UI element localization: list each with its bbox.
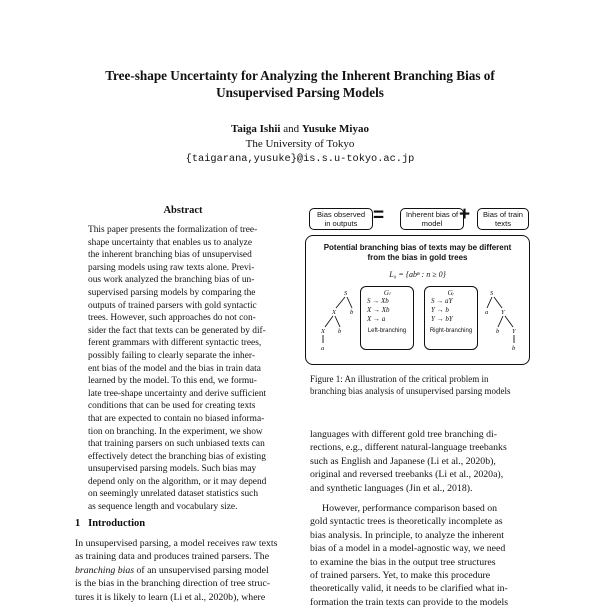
tree-edge [487,297,492,308]
left-branching-tree [314,288,358,352]
body-line: and synthetic languages (Jin et al., 2018). [310,482,473,494]
abstract-line: ent bias of the model and the bias in train data [88,363,261,374]
body-line: original and reversed treebanks (Li et al., 2020a), [310,469,504,481]
tree-node-y: Y [501,309,505,316]
figure-caption [310,373,535,397]
tree-leaf-a: a [485,309,489,316]
abstract-line: This paper presents the formalization of tree- [88,225,258,235]
intro-body [75,537,291,604]
body-line: such as English and Japanese (Li et al., 2020b), [310,455,496,467]
tree-edge [498,316,503,327]
tree-leaf-b: b [512,345,516,352]
paper-title-line2: Unsupervised Parsing Models [216,85,384,100]
right-column-body [310,428,535,609]
abstract-line: effectively detect the branching bias of existing [88,451,266,462]
right-branching-tree [482,288,526,352]
figure-1 [305,205,530,365]
body-line [310,495,535,502]
section-heading [75,518,145,529]
right-rule: Y → b [431,306,449,314]
section-number: 1 [75,518,81,529]
tree-edge [336,297,345,308]
tree-leaf-a: a [321,345,325,352]
author-2: Yusuke Miyao [301,123,369,135]
abstract-line: possibly failing to clearly separate the inher- [88,350,255,361]
left-branching-label: Left-branching [367,328,407,334]
tree-edge [494,297,502,308]
abstract-line: depend only on the algorithm, or it may depend [88,476,267,487]
tree-leaf-b: b [338,328,342,335]
abstract-heading: Abstract [163,205,203,216]
body-line: rections, e.g., different natural-language treebanks [310,442,507,454]
abstract-line: trees. However, such approaches do not con- [88,313,256,324]
author-and: and [283,123,300,135]
body-line: to examine the bias in the output tree structures [310,556,496,568]
tree-edge [505,316,513,327]
tree-node-s: S [490,290,494,297]
abstract-line: parsing models using raw texts alone. Previ- [88,262,255,273]
intro-line: is the bias in the branching direction of tree struc- [75,578,271,590]
equals-sign: = [373,205,385,226]
potential-bias-panel [305,235,530,365]
intro-line: as training data and produces trained parsers. The [75,551,270,563]
intro-line: tures it is likely to learn (Li et al., 2020b), where [75,591,266,603]
tree-edge [335,316,340,327]
body-line: of trained parsers. Yet, to make this procedure [310,570,491,582]
potential-bias-text [306,243,529,263]
tree-node-x: X [321,328,325,335]
abstract-line: as sequence length and vocabulary size. [88,502,238,513]
left-grammar-rules [361,297,413,324]
tree-node-y: Y [512,328,516,335]
intro-line [75,564,291,577]
branching-bias-term: branching bias [75,564,135,576]
potential-line-2: from the bias in gold trees [367,253,468,262]
abstract-body [88,224,278,514]
affiliation: The University of Tokyo [245,138,355,150]
tree-leaf-b: b [496,328,500,335]
tree-edge [325,316,333,327]
body-line: languages with different gold tree branching di- [310,429,497,440]
intro-line-rest: of an unsupervised parsing model [136,564,269,576]
right-branching-label: Right-branching [429,328,473,334]
body-line: theoretically valid, it needs to be clarified what in- [310,583,508,595]
left-rule: X → a [367,315,386,323]
language-definition: L₀ = {abⁿ : n ≥ 0} [389,270,446,279]
caption-line: branching bias analysis of unsupervised parsing models [310,386,511,396]
email: {taigarana,yusuke}@is.s.u-tokyo.ac.jp [185,153,415,165]
abstract-line: unsupervised parsing models. Such bias may [88,464,257,475]
left-grammar-box [360,286,414,350]
abstract-line: learned by the model. To this end, we formu- [88,376,257,387]
paper-title-line1: Tree-shape Uncertainty for Analyzing the Inherent Branching Bias of [105,68,495,83]
abstract-line: conditions that can be used for creating texts [88,401,256,412]
left-rule: X → Xb [367,306,390,314]
abstract-line: that training parsers on such unbiased texts can [88,439,265,450]
abstract-line: tion on branching. In the experiment, we show [88,426,263,437]
abstract-line: on seemingly unrelated dataset statistics such [88,489,259,500]
tree-edge [347,297,352,308]
section-title: Introduction [88,518,146,529]
tree-leaf-b: b [350,309,354,316]
author-1: Taiga Ishii [231,123,281,135]
abstract-line: ferent grammars with different syntactic trees, [88,338,262,349]
right-rule: S → aY [431,297,453,305]
right-grammar-name: Gᵣ [447,289,455,297]
plus-sign: + [459,204,471,225]
abstract-line: ous work analyzed the branching bias of un- [88,275,255,286]
abstract-line: shape uncertainty that enables us to analyze [88,237,252,248]
caption-line: Figure 1: An illustration of the critical problem in [310,374,489,384]
body-line: formation the train texts can provide to the models [310,596,509,608]
abstract-line: that are expected to contain no biased informa- [88,413,265,424]
intro-line: In unsupervised parsing, a model receives raw texts [75,538,278,549]
tree-node-s: S [344,290,348,297]
abstract-line: the inherent branching bias of unsupervised [88,250,252,261]
box-inherent-bias: Inherent bias of model [400,208,464,230]
tree-node-x: X [332,309,336,316]
body-line: gold syntactic trees is theoretically incomplete as [310,516,503,528]
author-line [0,122,600,136]
abstract-line: sider the fact that texts can be generated by dif- [88,325,266,336]
right-grammar-box [424,286,478,350]
left-rule: S → Xb [367,297,389,305]
abstract-line: late tree-shape uncertainty and derive sufficient [88,388,267,399]
body-line: bias of a model in a model-agnostic way, we need [310,543,506,555]
right-rule: Y → bY [431,315,453,323]
box-bias-observed: Bias observed in outputs [309,208,373,230]
left-grammar-name: Gₗ [383,289,391,297]
body-line: However, performance comparison based on [322,503,498,515]
abstract-line: outputs of trained parsers with gold syntactic [88,300,257,311]
body-line: bias analysis. In principle, to analyze the inherent [310,529,504,541]
right-grammar-rules [425,297,477,324]
potential-line-1: Potential branching bias of texts may be different [323,243,512,252]
abstract-line: supervised parsing models by comparing the [88,287,256,298]
box-train-bias: Bias of train texts [477,208,529,230]
